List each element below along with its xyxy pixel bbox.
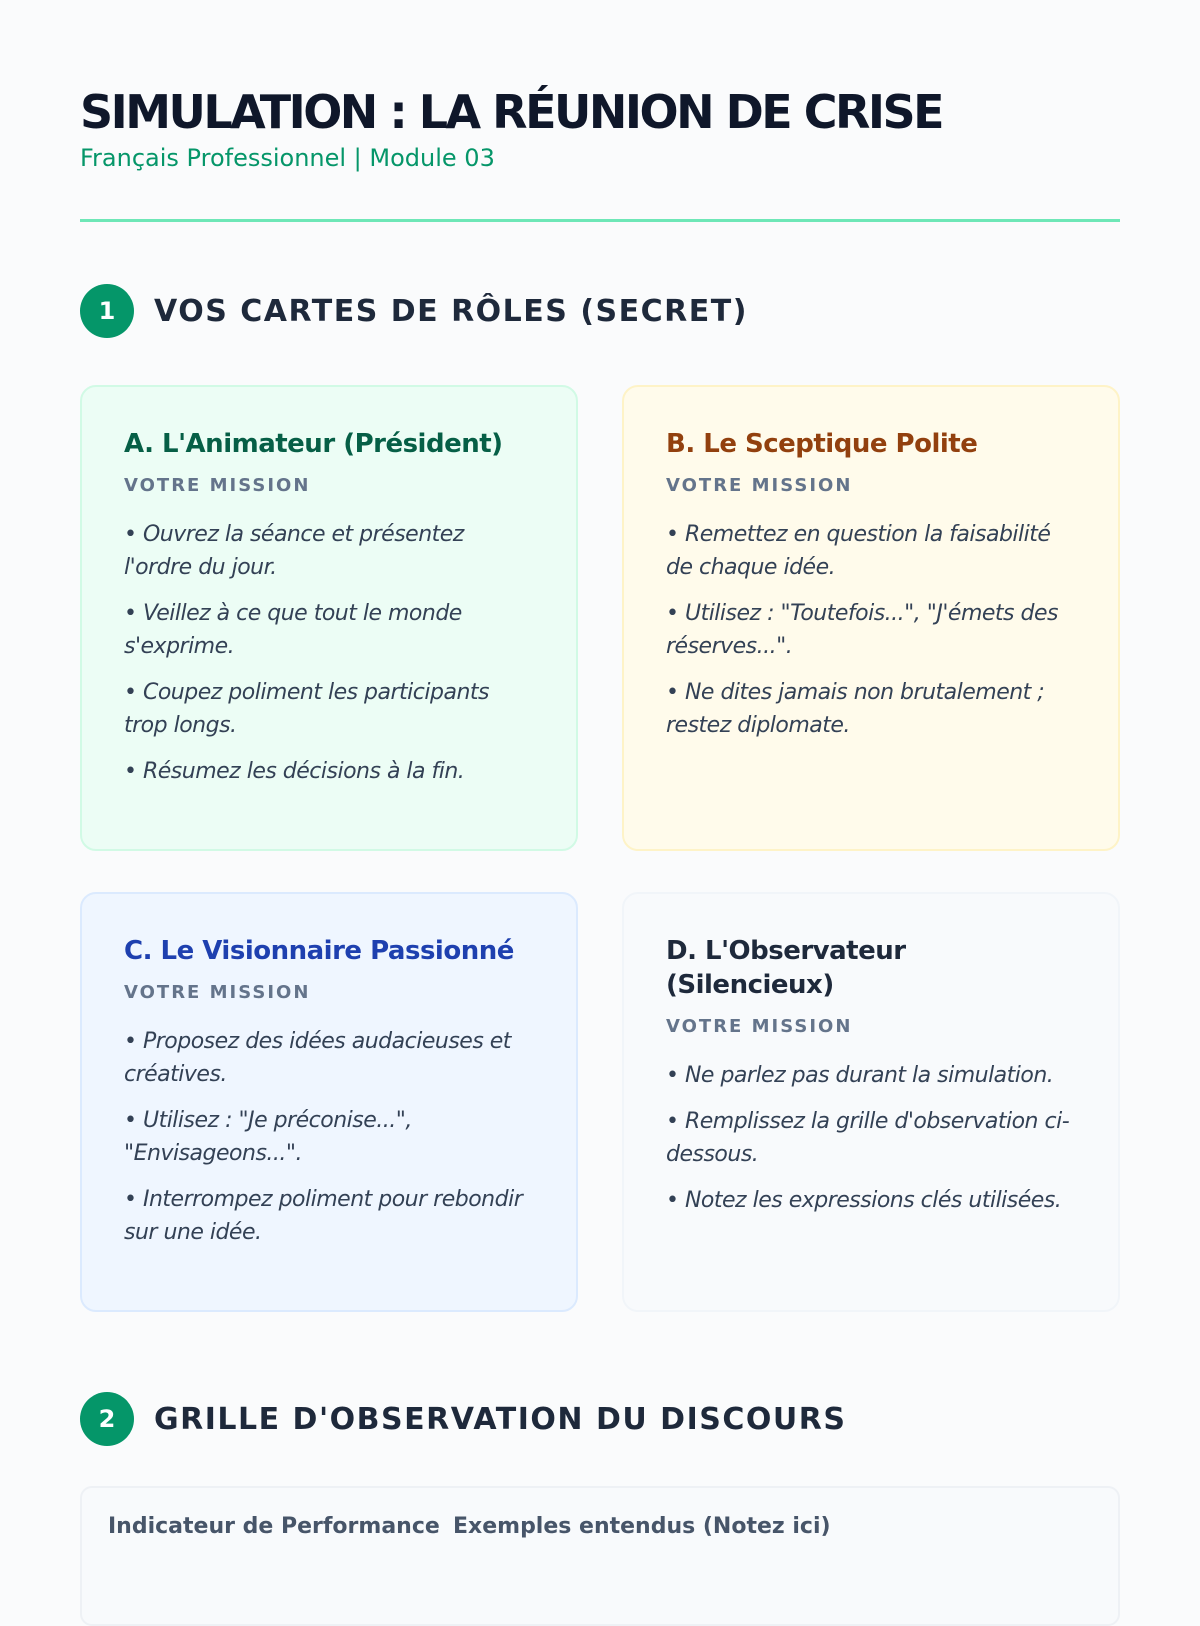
list-item: • Ne parlez pas durant la simulation. [666,1063,1054,1088]
list-item: • Interrompez poliment pour rebondir sur une idée. [124,1187,523,1245]
list-item: • Ouvrez la séance et présentez l'ordre du jour. [124,522,464,580]
section-heading-observation [80,1392,846,1446]
mission-label: VOTRE MISSION [666,475,853,496]
list-item: • Utilisez : "Toutefois...", "J'émets des réserves...". [666,601,1058,659]
column-header-examples: Exemples entendus (Notez ici) [453,1514,831,1539]
column-header-indicator: Indicateur de Performance [108,1514,440,1539]
mission-list [124,518,536,788]
role-title: B. Le Sceptique Polite [666,429,978,459]
list-item: • Résumez les décisions à la fin. [124,759,465,784]
mission-list [666,518,1078,742]
list-item: • Proposez des idées audacieuses et créatives. [124,1029,511,1087]
list-item: • Utilisez : "Je préconise...", "Envisageons...". [124,1108,412,1166]
mission-list [124,1025,536,1249]
list-item: • Remplissez la grille d'observation ci-dessous. [666,1109,1070,1167]
document-header [80,84,1120,172]
header-divider [80,219,1120,222]
section-title: VOS CARTES DE RÔLES (SECRET) [154,293,748,329]
role-title: D. L'Observateur (Silencieux) [666,936,906,1000]
table-header-row [82,1488,1118,1566]
role-title: C. Le Visionnaire Passionné [124,936,514,966]
mission-label: VOTRE MISSION [666,1016,853,1037]
role-card-sceptique [622,385,1120,851]
section-title: GRILLE D'OBSERVATION DU DISCOURS [154,1401,847,1437]
role-card-animateur [80,385,578,851]
list-item: • Notez les expressions clés utilisées. [666,1188,1062,1213]
step-badge: 1 [80,284,134,338]
observation-table [80,1486,1120,1626]
list-item: • Coupez poliment les participants trop longs. [124,680,489,738]
mission-list [666,1059,1078,1217]
page-title: SIMULATION : LA RÉUNION DE CRISE [80,85,943,139]
role-card-observateur [622,892,1120,1312]
mission-label: VOTRE MISSION [124,982,311,1003]
list-item: • Remettez en question la faisabilité de chaque idée. [666,522,1051,580]
mission-label: VOTRE MISSION [124,475,311,496]
page-subtitle: Français Professionnel | Module 03 [80,144,495,172]
role-title: A. L'Animateur (Président) [124,429,503,459]
list-item: • Veillez à ce que tout le monde s'exprime. [124,601,462,659]
section-heading-roles [80,284,748,338]
role-card-visionnaire [80,892,578,1312]
step-badge: 2 [80,1392,134,1446]
list-item: • Ne dites jamais non brutalement ; restez diplomate. [666,680,1045,738]
